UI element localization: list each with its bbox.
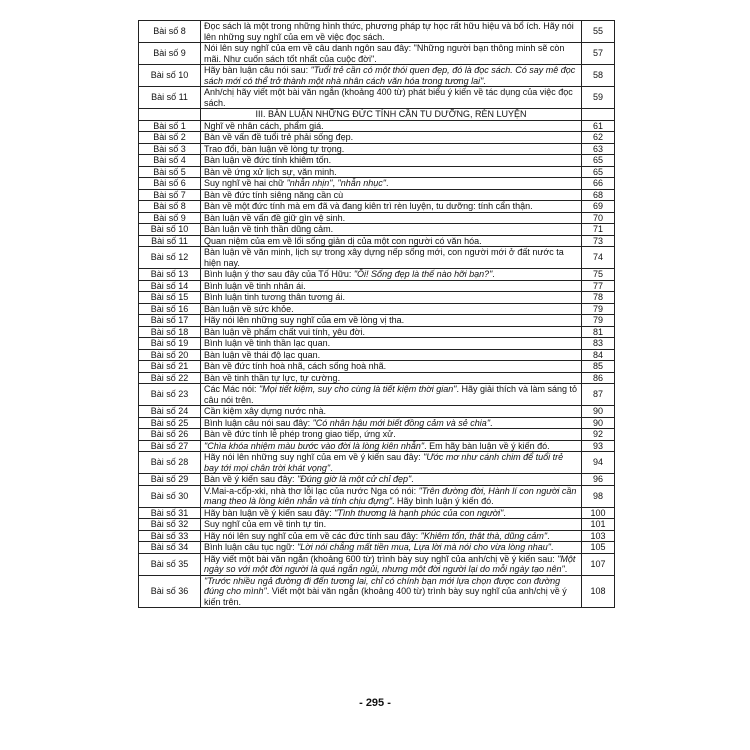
section-empty-cell — [139, 109, 201, 121]
lesson-number: Bài số 25 — [139, 417, 201, 429]
lesson-title — [201, 429, 582, 441]
lesson-title — [201, 575, 582, 608]
toc-row — [139, 43, 615, 65]
toc-row — [139, 65, 615, 87]
lesson-number: Bài số 8 — [139, 201, 201, 213]
lesson-title — [201, 132, 582, 144]
lesson-number: Bài số 21 — [139, 361, 201, 373]
page-ref: 68 — [582, 189, 615, 201]
lesson-title — [201, 519, 582, 531]
toc-row — [139, 429, 615, 441]
lesson-title — [201, 553, 582, 575]
page-ref: 59 — [582, 87, 615, 109]
quoted-text: "Có nhân hậu mới biết đồng cảm và sẻ chia" — [312, 417, 491, 428]
toc-row — [139, 384, 615, 406]
title-text: V.Mai-a-cốp-xki, nhà thơ lỗi lạc của nước Nga có nói: — [204, 485, 419, 496]
page-ref: 57 — [582, 43, 615, 65]
title-text: Quan niệm của em về lối sống giản dị của một con người có văn hóa. — [204, 235, 482, 246]
lesson-number: Bài số 10 — [139, 65, 201, 87]
toc-row — [139, 315, 615, 327]
title-text: . Hãy bình luận ý kiến đó. — [392, 496, 494, 506]
page-ref: 63 — [582, 143, 615, 155]
lesson-title — [201, 212, 582, 224]
toc-row — [139, 507, 615, 519]
page-ref: 93 — [582, 440, 615, 452]
page-ref: 55 — [582, 21, 615, 43]
lesson-number: Bài số 26 — [139, 429, 201, 441]
page-ref: 65 — [582, 166, 615, 178]
page-ref: 78 — [582, 292, 615, 304]
page-ref: 73 — [582, 235, 615, 247]
quoted-text: "Đúng giờ là một cử chỉ đẹp" — [297, 474, 412, 484]
lesson-number: Bài số 32 — [139, 519, 201, 531]
title-text: Bàn luận về đức tính khiêm tốn. — [204, 155, 332, 165]
title-text: Bàn về ứng xử lịch sự, văn minh. — [204, 166, 337, 177]
page-ref: 85 — [582, 361, 615, 373]
title-text: Nói lên suy nghĩ của em về câu danh ngôn sau đây: "Những người bạn thông minh sẽ còn mãi. Như cuốn sách tốt nhất của cuộc đời". — [204, 43, 565, 64]
lesson-number: Bài số 27 — [139, 440, 201, 452]
lesson-title — [201, 155, 582, 167]
page-ref: 65 — [582, 155, 615, 167]
title-text: . Hãy giải thích và làm sáng tỏ câu nói trên. — [204, 384, 578, 405]
page-ref: 75 — [582, 269, 615, 281]
title-text: . — [330, 462, 333, 473]
lesson-number: Bài số 28 — [139, 452, 201, 474]
toc-row — [139, 452, 615, 474]
page-ref: 69 — [582, 201, 615, 213]
page-ref: 105 — [582, 542, 615, 554]
lesson-title — [201, 178, 582, 190]
toc-row — [139, 235, 615, 247]
title-text: Bình luận câu tục ngữ: — [204, 542, 298, 552]
lesson-title — [201, 452, 582, 474]
toc-row — [139, 338, 615, 350]
lesson-number: Bài số 14 — [139, 280, 201, 292]
lesson-title — [201, 292, 582, 304]
lesson-title — [201, 21, 582, 43]
page-ref: 107 — [582, 553, 615, 575]
lesson-title — [201, 166, 582, 178]
toc-row — [139, 349, 615, 361]
title-text: . Viết một bài văn ngắn (khoảng 400 từ) trình bày suy nghĩ của anh/chị về ý kiến trên. — [204, 586, 567, 607]
quoted-text: "nhẫn nhục" — [337, 178, 386, 188]
lesson-number: Bài số 31 — [139, 507, 201, 519]
toc-row — [139, 132, 615, 144]
title-text: Đọc sách là một trong những hình thức, phương pháp tự học rất hữu hiệu và bổ ích. Hãy nói lên những suy nghĩ của em về việc đọc sách. — [204, 21, 574, 42]
title-text: Bàn về đức tính hoà nhã, cách sống hoà nhã. — [204, 361, 387, 371]
lesson-number: Bài số 15 — [139, 292, 201, 304]
toc-row — [139, 485, 615, 507]
lesson-number: Bài số 9 — [139, 43, 201, 65]
page-ref: 100 — [582, 507, 615, 519]
toc-body — [139, 21, 615, 608]
lesson-number: Bài số 19 — [139, 338, 201, 350]
lesson-title — [201, 338, 582, 350]
page-ref: 70 — [582, 212, 615, 224]
section-title: III. BÀN LUẬN NHỮNG ĐỨC TÍNH CẦN TU DƯỠNG, RÈN LUYỆN — [201, 109, 582, 121]
toc-row — [139, 120, 615, 132]
lesson-title — [201, 440, 582, 452]
lesson-number: Bài số 5 — [139, 166, 201, 178]
page-ref: 71 — [582, 224, 615, 236]
lesson-number: Bài số 10 — [139, 224, 201, 236]
lesson-number: Bài số 3 — [139, 143, 201, 155]
toc-row — [139, 372, 615, 384]
title-text: Bình luận ý thơ sau đây của Tố Hữu: — [204, 269, 354, 279]
lesson-title — [201, 189, 582, 201]
title-text: Nghĩ về nhân cách, phẩm giá. — [204, 120, 324, 131]
title-text: Bàn về tinh thần tự lực, tự cường. — [204, 372, 341, 383]
toc-row — [139, 361, 615, 373]
lesson-number: Bài số 11 — [139, 235, 201, 247]
lesson-number: Bài số 11 — [139, 87, 201, 109]
toc-row — [139, 553, 615, 575]
title-text: Trao đổi, bàn luận về lòng tự trọng. — [204, 143, 345, 154]
title-text: Bình luận câu nói sau đây: — [204, 417, 313, 428]
lesson-number: Bài số 34 — [139, 542, 201, 554]
title-text: , — [332, 178, 338, 188]
lesson-number: Bài số 23 — [139, 384, 201, 406]
toc-row — [139, 269, 615, 281]
toc-row — [139, 474, 615, 486]
quoted-text: "Chìa khóa nhiệm màu bước vào đời là lòng kiên nhẫn" — [204, 440, 425, 451]
page-ref: 84 — [582, 349, 615, 361]
lesson-title — [201, 417, 582, 429]
quoted-text: "Một ngày so với một đời người là quá ngắn ngủi, nhưng một đời người lại do mỗi ngày tạo nên" — [204, 553, 576, 574]
title-text: Bàn luận về tinh thần dũng cảm. — [204, 224, 334, 234]
title-text: . — [411, 474, 414, 484]
title-text: Hãy bàn luận câu nói sau: — [204, 65, 311, 75]
lesson-title — [201, 143, 582, 155]
lesson-number: Bài số 20 — [139, 349, 201, 361]
page-ref: 101 — [582, 519, 615, 531]
quoted-text: "Ôi! Sống đẹp là thế nào hỡi bạn?" — [353, 269, 493, 279]
title-text: Bàn luận về sức khỏe. — [204, 303, 294, 314]
title-text: Anh/chị hãy viết một bài văn ngắn (khoảng 400 từ) phát biểu ý kiến về tác dụng của việc đọc sách. — [204, 87, 573, 108]
lesson-number: Bài số 24 — [139, 406, 201, 418]
toc-row — [139, 530, 615, 542]
title-text: . Em hãy bàn luận về ý kiến đó. — [424, 440, 550, 451]
lesson-title — [201, 303, 582, 315]
lesson-title — [201, 201, 582, 213]
toc-row — [139, 21, 615, 43]
title-text: Hãy viết một bài văn ngắn (khoảng 600 từ) trình bày suy nghĩ của anh/chị về ý kiến sau: — [204, 553, 558, 564]
lesson-number: Bài số 29 — [139, 474, 201, 486]
lesson-title — [201, 485, 582, 507]
lesson-number: Bài số 7 — [139, 189, 201, 201]
page-ref: 66 — [582, 178, 615, 190]
lesson-title — [201, 120, 582, 132]
quoted-text: "Trên đường đời, Hành lí con người cần mang theo là lòng kiên nhẫn và tính chịu đựng" — [204, 485, 577, 506]
toc-row — [139, 575, 615, 608]
lesson-title — [201, 247, 582, 269]
title-text: Bàn luận về vấn đề giữ gìn vệ sinh. — [204, 212, 346, 223]
title-text: Hãy nói lên những suy nghĩ của em về ý kiến sau đây: — [204, 452, 424, 462]
title-text: Bàn luận về thái độ lạc quan. — [204, 349, 321, 360]
title-text: . — [564, 564, 568, 574]
quoted-text: "Trước nhiều ngả đường đi đến tương lai, chỉ có chính bạn mới lựa chọn được con đường đúng cho mình" — [204, 575, 561, 596]
toc-row — [139, 87, 615, 109]
toc-row — [139, 201, 615, 213]
title-text: Bàn về đức tính siêng năng cần cù — [204, 189, 344, 200]
toc-row — [139, 406, 615, 418]
lesson-number: Bài số 8 — [139, 21, 201, 43]
page-ref: 87 — [582, 384, 615, 406]
lesson-title — [201, 224, 582, 236]
page-ref: 81 — [582, 326, 615, 338]
page-ref: 62 — [582, 132, 615, 144]
lesson-number: Bài số 33 — [139, 530, 201, 542]
title-text: Bàn về vấn đề tuổi trẻ phải sống đẹp. — [204, 132, 354, 142]
title-text: . — [483, 75, 486, 86]
lesson-title — [201, 315, 582, 327]
page-ref: 74 — [582, 247, 615, 269]
lesson-title — [201, 87, 582, 109]
title-text: . — [503, 507, 506, 518]
quoted-text: "nhẫn nhịn" — [286, 178, 333, 188]
toc-row — [139, 189, 615, 201]
toc-row — [139, 519, 615, 531]
toc-row — [139, 178, 615, 190]
toc-row — [139, 417, 615, 429]
lesson-number: Bài số 4 — [139, 155, 201, 167]
lesson-number: Bài số 16 — [139, 303, 201, 315]
section-page-cell — [582, 109, 615, 121]
section-header-row — [139, 109, 615, 121]
title-text: . — [490, 417, 493, 428]
lesson-title — [201, 372, 582, 384]
lesson-title — [201, 406, 582, 418]
title-text: Hãy bàn luận về ý kiến sau đây: — [204, 507, 335, 518]
title-text: . — [547, 530, 550, 541]
page-ref: 94 — [582, 452, 615, 474]
page-ref: 98 — [582, 485, 615, 507]
quoted-text: "Tuổi trẻ cần có một thói quen đẹp, đó là đọc sách. Có say mê đọc sách mới có thể trở thành một nhà nhân cách văn hóa trong tương lai" — [204, 65, 576, 86]
lesson-number: Bài số 30 — [139, 485, 201, 507]
title-text: Các Mác nói: — [204, 384, 260, 394]
toc-row — [139, 326, 615, 338]
table-of-contents — [138, 20, 615, 608]
page-ref: 90 — [582, 417, 615, 429]
title-text: Suy nghĩ của em về tinh tự tin. — [204, 519, 327, 529]
page-ref: 79 — [582, 303, 615, 315]
title-text: Bàn về ý kiến sau đây: — [204, 474, 298, 484]
lesson-number: Bài số 12 — [139, 247, 201, 269]
page-ref: 61 — [582, 120, 615, 132]
page-ref: 96 — [582, 474, 615, 486]
lesson-title — [201, 384, 582, 406]
page-number: - 295 - — [359, 697, 391, 709]
title-text: . — [385, 178, 389, 188]
quoted-text: "Khiêm tốn, thật thà, dũng cảm" — [420, 530, 548, 541]
lesson-number: Bài số 1 — [139, 120, 201, 132]
lesson-title — [201, 43, 582, 65]
title-text: Hãy nói lên suy nghĩ của em về các đức tính sau đây: — [204, 530, 421, 541]
toc-row — [139, 155, 615, 167]
lesson-title — [201, 474, 582, 486]
quoted-text: "Ước mơ như cánh chim để tuổi trẻ bay tới mọi chân trời khát vọng" — [204, 452, 564, 473]
lesson-title — [201, 269, 582, 281]
page-ref: 79 — [582, 315, 615, 327]
toc-row — [139, 143, 615, 155]
page-ref: 77 — [582, 280, 615, 292]
toc-row — [139, 166, 615, 178]
toc-row — [139, 292, 615, 304]
lesson-title — [201, 280, 582, 292]
title-text: Cần kiệm xây dựng nước nhà. — [204, 406, 327, 416]
lesson-number: Bài số 18 — [139, 326, 201, 338]
lesson-title — [201, 326, 582, 338]
quoted-text: "Mọi tiết kiệm, suy cho cùng là tiết kiệm thời gian" — [259, 384, 457, 394]
page-ref: 103 — [582, 530, 615, 542]
title-text: Bình luận về tinh thần lạc quan. — [204, 338, 331, 348]
lesson-title — [201, 542, 582, 554]
lesson-title — [201, 65, 582, 87]
title-text: Bàn về một đức tính mà em đã và đang kiên trì rèn luyện, tu dưỡng: tính cẩn thận. — [204, 201, 533, 211]
toc-row — [139, 212, 615, 224]
lesson-number: Bài số 2 — [139, 132, 201, 144]
toc-row — [139, 247, 615, 269]
toc-row — [139, 224, 615, 236]
toc-row — [139, 303, 615, 315]
page-ref: 86 — [582, 372, 615, 384]
title-text: Bàn luận về phẩm chất vui tính, yêu đời. — [204, 326, 365, 337]
toc-row — [139, 280, 615, 292]
page-ref: 90 — [582, 406, 615, 418]
quoted-text: "Tình thương là hạnh phúc của con người" — [334, 507, 504, 518]
page-ref: 83 — [582, 338, 615, 350]
title-text: Suy nghĩ về hai chữ — [204, 178, 287, 188]
lesson-title — [201, 507, 582, 519]
lesson-number: Bài số 9 — [139, 212, 201, 224]
title-text: Bàn về đức tính lễ phép trong giao tiếp, ứng xử. — [204, 429, 396, 439]
quoted-text: "Lời nói chẳng mất tiền mua, Lựa lời mà nói cho vừa lòng nhau" — [297, 542, 551, 552]
lesson-title — [201, 530, 582, 542]
lesson-number: Bài số 35 — [139, 553, 201, 575]
title-text: Bình luận về tinh nhân ái. — [204, 280, 306, 291]
lesson-title — [201, 361, 582, 373]
toc-row — [139, 440, 615, 452]
lesson-title — [201, 349, 582, 361]
title-text: Bàn luận về văn minh, lịch sự trong xây dựng nếp sống mới, con người mới ở đất nước ta hiện nay. — [204, 247, 564, 268]
lesson-title — [201, 235, 582, 247]
page-ref: 58 — [582, 65, 615, 87]
lesson-number: Bài số 6 — [139, 178, 201, 190]
toc-row — [139, 542, 615, 554]
page-ref: 92 — [582, 429, 615, 441]
title-text: . — [550, 542, 554, 552]
title-text: Bình luận tinh tương thân tương ái. — [204, 292, 345, 302]
title-text: . — [492, 269, 495, 279]
lesson-number: Bài số 36 — [139, 575, 201, 608]
lesson-number: Bài số 13 — [139, 269, 201, 281]
title-text: Hãy nói lên những suy nghĩ của em về lòng vị tha. — [204, 315, 405, 325]
lesson-number: Bài số 22 — [139, 372, 201, 384]
lesson-number: Bài số 17 — [139, 315, 201, 327]
page-ref: 108 — [582, 575, 615, 608]
